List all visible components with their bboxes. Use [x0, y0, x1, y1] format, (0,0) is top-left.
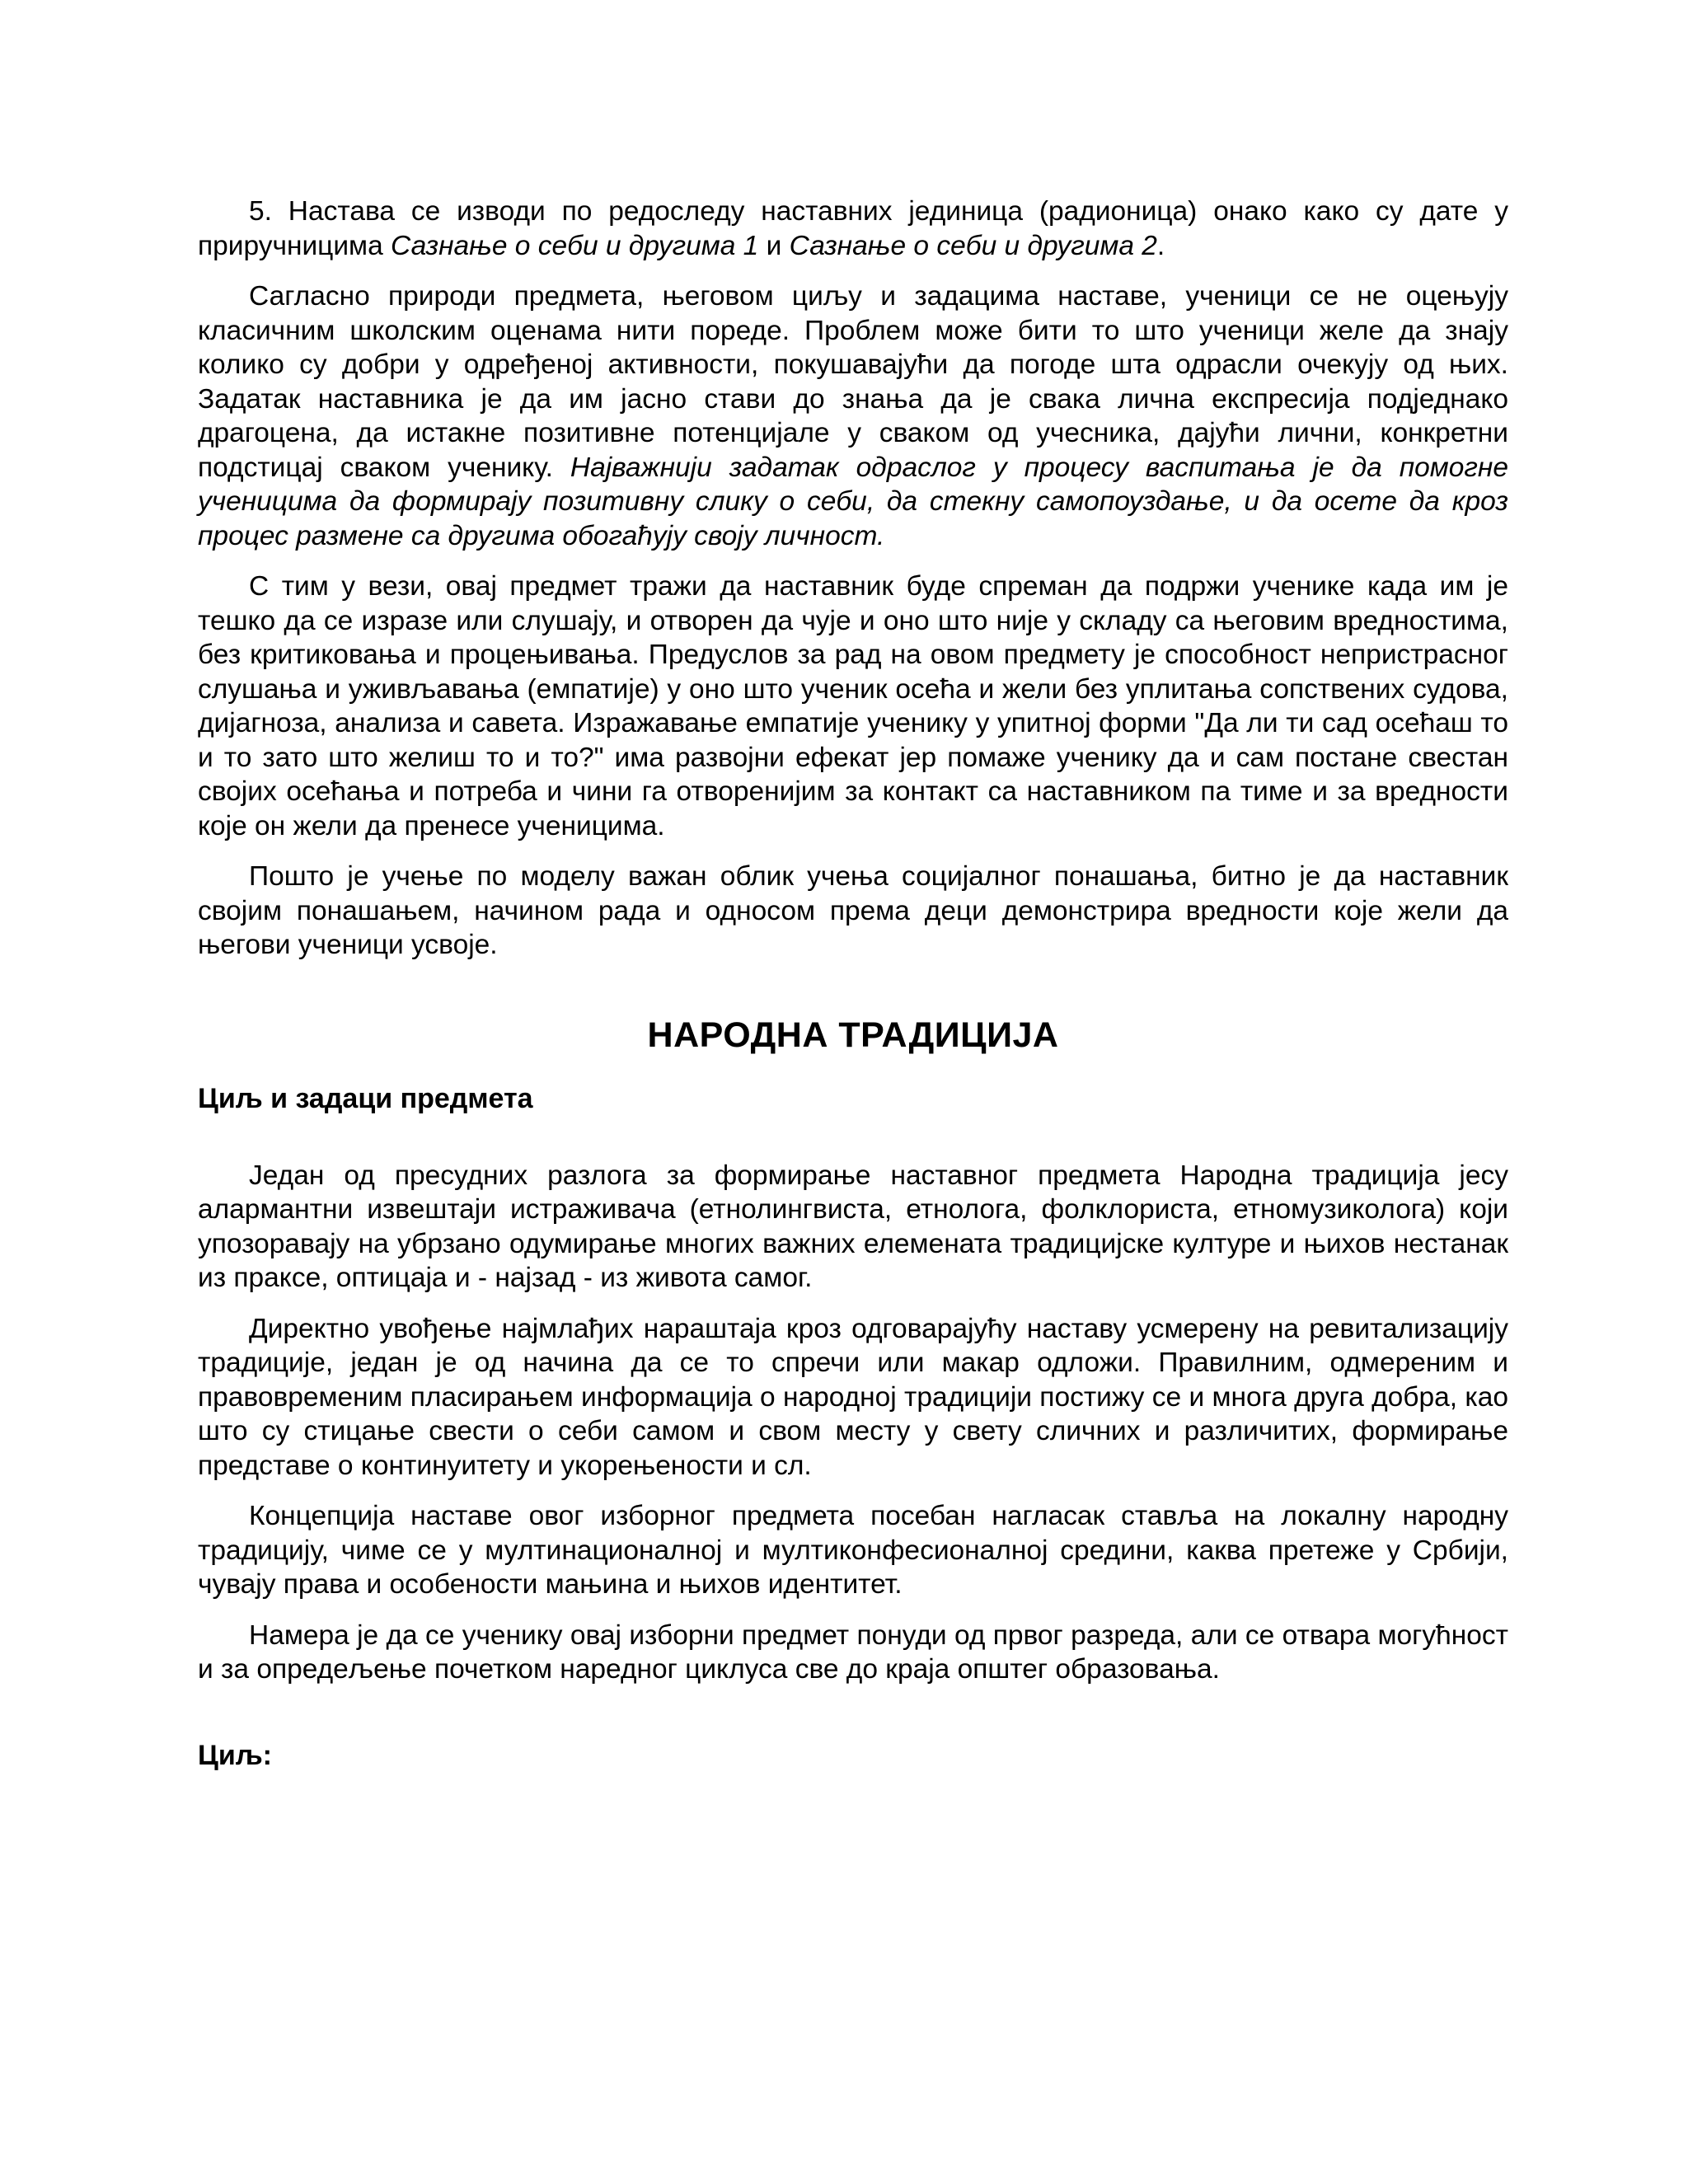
text-run: 5. Настава се изводи по редоследу наставних јединица (радионица) онако како су дате у приручницима	[198, 196, 1508, 261]
paragraph-local-tradition: Концепција наставе овог изборног предмета посебан нагласак ставља на локалну народну традицију, чиме се у мултинационалној и мултиконфесионалној средини, каква претеже у Србији, чувају права и особености мањина и њихов идентитет.	[198, 1501, 1508, 1600]
paragraph-teacher-empathy: С тим у вези, овај предмет тражи да наставник буде спреман да подржи ученике када им је тешко да се изразе или слушају, и отворен да чује и оно што није у складу са његовим вредностима, без критиковања и процењивања. Предуслов за рад на овом предмету је способност непристрасног слушања и уживљавања (емпатије) у оно што ученик осећа и жели без уплитања сопствених судова, дијагноза, анализа и савета. Изражавање емпатије ученику у упитној форми "Да ли ти сад осећаш то и то зато што желиш то и то?" има развојни ефекат јер помаже ученику да и сам постане свестан својих осећања и потреба и чини га отворенијим за контакт са наставником па тиме и за вредности које он жели да пренесе ученицима.	[198, 571, 1508, 841]
subheading-goals-and-tasks: Циљ и задаци предмета	[198, 1082, 533, 1114]
text-run: и	[758, 230, 790, 261]
document-page	[198, 194, 1508, 1773]
text-run: Сагласно природи предмета, његовом циљу и задацима наставе, ученици се не оцењују класичним школским оценама нити пореде. Проблем може бити то што ученици желе да знају колико су добри у одређеној активности, покушавајући да погоде шта одрасли очекују од њих. Задатак наставника је да им јасно стави до знања да је свака лична експресија подједнако драгоцена, да истакне позитивне потенцијале у сваком од учесника, дајући лични, конкретни подстицај сваком ученику.	[198, 281, 1508, 483]
book-title-1: Сазнање о себи и другима 1	[391, 230, 759, 261]
text-run: .	[1156, 230, 1165, 261]
paragraph-teaching-order	[198, 194, 1508, 263]
paragraph-revitalization: Директно увођење најмлађих нараштаја кроз одговарајућу наставу усмерену на ревитализацију традиције, један је од начина да се то спречи или макар одложи. Правилним, одмереним и правовременим пласирањем информација о народној традицији постижу се и многа друга добра, као што су стицање свести о себи самом и свом месту у свету сличних и различитих, формирање представе о континуитету и укорењености и сл.	[198, 1313, 1508, 1481]
subheading-goal: Циљ:	[198, 1739, 272, 1771]
paragraph-grading	[198, 279, 1508, 553]
paragraph-reasons: Један од пресудних разлога за формирање наставног предмета Народна традиција јесу алармантни извештаји истраживача (етнолингвиста, етнолога, фолклориста, етномузиколога) који упозоравају на убрзано одумирање многих важних елемената традицијске културе и њихов нестанак из праксе, оптицаја и - најзад - из живота самог.	[198, 1160, 1508, 1293]
section-title: НАРОДНА ТРАДИЦИЈА	[647, 1015, 1059, 1055]
emphasized-text: Најважнији задатак одраслог у процесу васпитања је да помогне ученицима да формирају позитивну слику о себи, да стекну самопоуздање, и да осете да кроз процес размене са другима обогаћују своју личност.	[198, 452, 1508, 551]
paragraph-intent: Намера је да се ученику овај изборни предмет понуди од првог разреда, али се отвара могућност и за опредељење почетком наредног циклуса све до краја општег образовања.	[198, 1619, 1508, 1685]
paragraph-learning-by-model: Пошто је учење по моделу важан облик учења социјалног понашања, битно је да наставник својим понашањем, начином рада и односом према деци демонстрира вредности које жели да његови ученици усвоје.	[198, 861, 1508, 960]
book-title-2: Сазнање о себи и другима 2	[789, 230, 1157, 261]
